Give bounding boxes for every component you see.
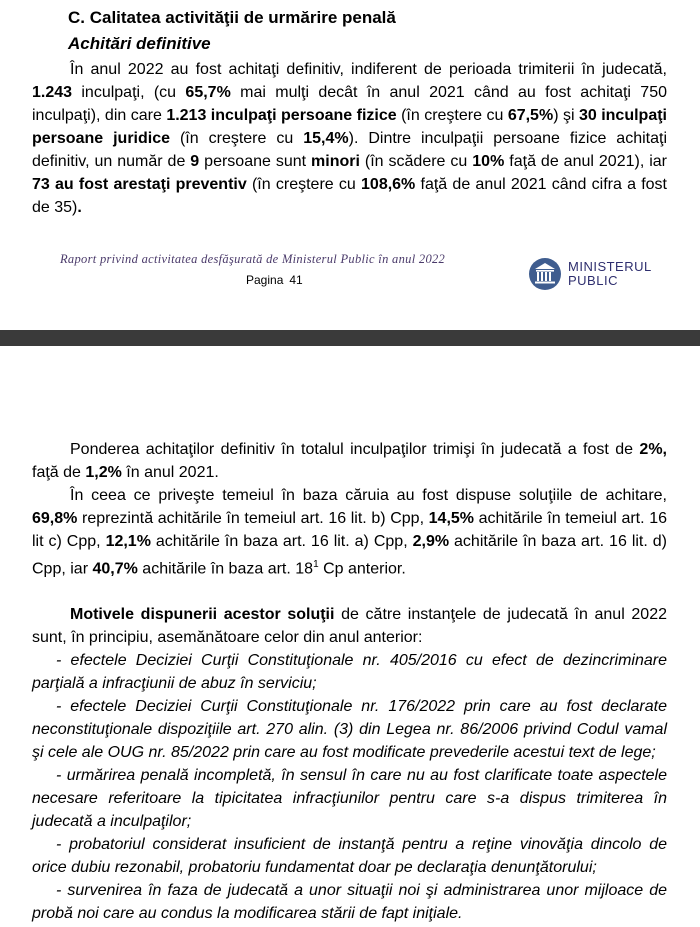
bold-run: 2%,: [639, 441, 667, 458]
report-page-41: [0, 0, 700, 330]
temple-emblem-icon: [528, 257, 562, 291]
text-run: (în creştere cu: [396, 107, 508, 124]
reason-item-4: - probatoriul considerat insuficient de instanţă pentru a reţine vinovăţia dincolo de orice dubiu rezonabil, probatoriu fundamentat doar pe declaraţia denunţătorului;: [32, 836, 667, 877]
bold-run: 1.213 inculpaţi persoane fizice: [166, 107, 397, 124]
acquittals-paragraph-container: [32, 58, 667, 219]
text-run: (în creştere cu: [170, 130, 304, 147]
bold-run: 10%: [472, 153, 505, 170]
text-run: achitările în baza art. 18: [137, 560, 314, 578]
bold-run: 73 au fost arestaţi preventiv: [32, 176, 247, 193]
bold-run: 9: [190, 153, 200, 170]
section-heading: C. Calitatea activităţii de urmărire penală: [68, 8, 396, 27]
text-run: ). Dintre inculpaţii persoane fizice achitaţi definitiv, un număr de: [32, 130, 667, 170]
share-paragraph: [32, 438, 667, 484]
bold-run: minori: [311, 153, 360, 170]
superscript-run: 1: [313, 559, 319, 570]
text-run: achitările în baza art. 16 lit. a) Cpp,: [150, 533, 413, 550]
section-subheading: Achitări definitive: [68, 34, 211, 53]
bold-run: 2,9%: [412, 533, 450, 550]
text-run: faţă de: [32, 464, 86, 481]
logo-line-1: MINISTERUL: [568, 259, 652, 274]
bold-run: 108,6%: [361, 176, 416, 193]
text-run: faţă de anul 2021), iar: [504, 153, 667, 170]
bold-run: 1,2%: [85, 464, 122, 481]
text-run: reprezintă achitările în temeiul art. 16 lit. b) Cpp,: [77, 510, 429, 527]
report-page-42: [0, 346, 700, 927]
legal-basis-paragraph: [32, 484, 667, 580]
bold-run: 65,7%: [185, 84, 231, 101]
logo-line-2: PUBLIC: [568, 273, 618, 288]
footer-page-number: [246, 273, 303, 287]
text-run: (în scădere cu: [359, 153, 473, 170]
bold-run: 30 inculpaţi persoane juridice: [32, 107, 667, 147]
footer-report-title: Raport privind activitatea desfăşurată de Ministerul Public în anul 2022: [60, 252, 446, 266]
bold-run: 1.243: [32, 84, 73, 101]
text-run: mai mulţi decât în anul 2021 când au fost achitaţi 750 inculpaţi), din care: [32, 84, 667, 124]
text-run: faţă de anul 2021 când cifra a fost de 35): [32, 176, 667, 216]
bold-run: 69,8%: [32, 510, 78, 527]
ministerul-public-logo: [528, 254, 668, 294]
text-run: de către instanţele de judecată în anul 2022 sunt, în principiu, asemănătoare celor din anul anterior:: [32, 606, 667, 647]
bold-run: 14,5%: [428, 510, 475, 527]
text-run: (în creştere cu: [246, 176, 362, 193]
logo-text: [568, 260, 652, 288]
text-run: În ceea ce priveşte temeiul în baza căruia au fost dispuse soluţiile de achitare,: [70, 487, 667, 504]
page-label: Pagina: [246, 273, 284, 287]
page-separator: [0, 330, 700, 346]
bold-run: 12,1%: [105, 533, 151, 550]
bold-run: .: [77, 199, 82, 216]
text-run: persoane sunt: [199, 153, 312, 170]
text-run: Cp anterior.: [318, 560, 406, 578]
bold-run: 40,7%: [92, 560, 138, 578]
bold-run: Motivele dispunerii acestor soluţii: [70, 606, 335, 624]
reasons-intro-paragraph: [32, 603, 667, 649]
reason-item-1: - efectele Deciziei Curţii Constituţionale nr. 405/2016 cu efect de dezincriminare parţială a infracţiunii de abuz în serviciu;: [32, 652, 667, 693]
text-run: achitările în baza art. 16 lit. d) Cpp, iar: [32, 533, 667, 578]
bold-run: 67,5%: [507, 107, 554, 124]
text-run: inculpaţi, (cu: [72, 84, 186, 101]
reason-item-5: - survenirea în faza de judecată a unor situaţii noi şi administrarea unor mijloace de probă noi care au condus la modificarea stării de fapt iniţiale.: [32, 882, 667, 923]
bold-run: 15,4%: [303, 130, 349, 147]
text-run: în anul 2021.: [121, 464, 219, 481]
page2-text: [32, 438, 667, 925]
reason-item-2: - efectele Deciziei Curţii Constituţionale nr. 176/2022 prin care au fost declarate neconstituţionale dispoziţiile art. 270 alin. (3) din Legea nr. 86/2006 privind Codul vamal şi cele ale OUG nr. 85/2022 prin care au fost modificate prevederile acestui text de lege;: [32, 698, 667, 762]
text-run: Ponderea achitaţilor definitiv în totalul inculpaţilor trimişi în judecată a fost de: [70, 441, 640, 458]
page-number: 41: [289, 273, 303, 287]
text-run: ) şi: [553, 107, 579, 124]
acquittals-paragraph: [32, 58, 667, 219]
text-run: achitările în temeiul art. 16 lit c) Cpp,: [32, 510, 667, 550]
reason-item-3: - urmărirea penală incompletă, în sensul în care nu au fost clarificate toate aspectele necesare referitoare la tipicitatea infracţiunilor pentru care s-a dispus trimiterea în judecată a inculpaţilor;: [32, 767, 667, 831]
text-run: În anul 2022 au fost achitaţi definitiv, indiferent de perioada trimiterii în judecată,: [70, 61, 667, 78]
